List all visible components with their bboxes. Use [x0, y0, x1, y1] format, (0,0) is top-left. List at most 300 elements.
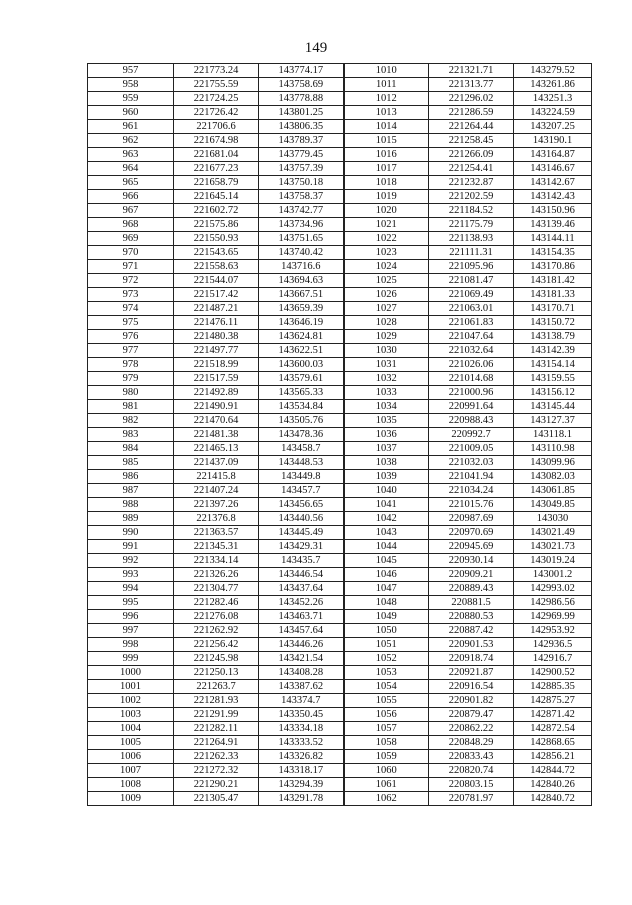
- table-row: [88, 470, 592, 484]
- table-cell: 143387.62: [259, 680, 344, 694]
- table-cell: 1006: [88, 750, 174, 764]
- table-cell: 984: [88, 442, 174, 456]
- table-row: [88, 64, 592, 78]
- table-cell: 143030: [514, 512, 592, 526]
- table-cell: 1005: [88, 736, 174, 750]
- table-cell: 143181.33: [514, 288, 592, 302]
- table-cell: 1019: [344, 190, 429, 204]
- table-cell: 143801.25: [259, 106, 344, 120]
- table-cell: 143021.73: [514, 540, 592, 554]
- table-cell: 974: [88, 302, 174, 316]
- table-cell: 966: [88, 190, 174, 204]
- table-row: [88, 764, 592, 778]
- table-cell: 143659.39: [259, 302, 344, 316]
- table-cell: 143021.49: [514, 526, 592, 540]
- table-cell: 143118.1: [514, 428, 592, 442]
- table-cell: 996: [88, 610, 174, 624]
- table-cell: 221184.52: [429, 204, 514, 218]
- table-cell: 142885.35: [514, 680, 592, 694]
- table-row: [88, 428, 592, 442]
- table-cell: 985: [88, 456, 174, 470]
- table-cell: 221061.83: [429, 316, 514, 330]
- table-cell: 967: [88, 204, 174, 218]
- table-cell: 221282.11: [174, 722, 259, 736]
- table-cell: 1028: [344, 316, 429, 330]
- table-cell: 221276.08: [174, 610, 259, 624]
- table-cell: 982: [88, 414, 174, 428]
- table-cell: 221095.96: [429, 260, 514, 274]
- table-cell: 221476.11: [174, 316, 259, 330]
- table-cell: 220833.43: [429, 750, 514, 764]
- table-cell: 221296.02: [429, 92, 514, 106]
- table-cell: 143408.28: [259, 666, 344, 680]
- table-cell: 1040: [344, 484, 429, 498]
- table-cell: 143164.87: [514, 148, 592, 162]
- table-row: [88, 526, 592, 540]
- table-cell: 143565.33: [259, 386, 344, 400]
- table-cell: 221313.77: [429, 78, 514, 92]
- table-cell: 221262.92: [174, 624, 259, 638]
- table-cell: 959: [88, 92, 174, 106]
- table-cell: 221232.87: [429, 176, 514, 190]
- table-row: [88, 442, 592, 456]
- table-cell: 991: [88, 540, 174, 554]
- table-cell: 143142.39: [514, 344, 592, 358]
- table-row: [88, 722, 592, 736]
- table-cell: 143435.7: [259, 554, 344, 568]
- table-row: [88, 120, 592, 134]
- table-cell: 1012: [344, 92, 429, 106]
- table-cell: 221345.31: [174, 540, 259, 554]
- table-cell: 143154.14: [514, 358, 592, 372]
- table-cell: 1023: [344, 246, 429, 260]
- table-cell: 221677.23: [174, 162, 259, 176]
- table-cell: 143099.96: [514, 456, 592, 470]
- table-cell: 143142.43: [514, 190, 592, 204]
- table-row: [88, 274, 592, 288]
- table-cell: 220992.7: [429, 428, 514, 442]
- table-cell: 220987.69: [429, 512, 514, 526]
- table-cell: 220901.53: [429, 638, 514, 652]
- table-cell: 221773.24: [174, 64, 259, 78]
- table-cell: 143156.12: [514, 386, 592, 400]
- table-cell: 221543.65: [174, 246, 259, 260]
- table-row: [88, 218, 592, 232]
- table-cell: 221014.68: [429, 372, 514, 386]
- table-cell: 143261.86: [514, 78, 592, 92]
- table-cell: 221245.98: [174, 652, 259, 666]
- table-cell: 143774.17: [259, 64, 344, 78]
- table-cell: 1038: [344, 456, 429, 470]
- table-row: [88, 414, 592, 428]
- table-cell: 143181.42: [514, 274, 592, 288]
- table-cell: 1000: [88, 666, 174, 680]
- table-cell: 1014: [344, 120, 429, 134]
- table-cell: 995: [88, 596, 174, 610]
- table-cell: 1042: [344, 512, 429, 526]
- table-cell: 143505.76: [259, 414, 344, 428]
- table-cell: 143667.51: [259, 288, 344, 302]
- table-cell: 220901.82: [429, 694, 514, 708]
- table-cell: 143159.55: [514, 372, 592, 386]
- table-cell: 143446.54: [259, 568, 344, 582]
- table-row: [88, 358, 592, 372]
- table-cell: 220848.29: [429, 736, 514, 750]
- table-cell: 143716.6: [259, 260, 344, 274]
- table-cell: 1033: [344, 386, 429, 400]
- table-cell: 221726.42: [174, 106, 259, 120]
- table-cell: 221032.03: [429, 456, 514, 470]
- table-cell: 220916.54: [429, 680, 514, 694]
- table-row: [88, 554, 592, 568]
- table-cell: 220862.22: [429, 722, 514, 736]
- table-cell: 143291.78: [259, 792, 344, 806]
- table-row: [88, 176, 592, 190]
- table-cell: 221415.8: [174, 470, 259, 484]
- table-row: [88, 134, 592, 148]
- table-cell: 221250.13: [174, 666, 259, 680]
- table-cell: 1037: [344, 442, 429, 456]
- table-cell: 143334.18: [259, 722, 344, 736]
- table-cell: 143437.64: [259, 582, 344, 596]
- table-cell: 142875.27: [514, 694, 592, 708]
- table-cell: 221000.96: [429, 386, 514, 400]
- table-row: [88, 568, 592, 582]
- table-cell: 221706.6: [174, 120, 259, 134]
- table-cell: 221490.91: [174, 400, 259, 414]
- table-cell: 221407.24: [174, 484, 259, 498]
- table-cell: 992: [88, 554, 174, 568]
- table-cell: 143750.18: [259, 176, 344, 190]
- table-cell: 220887.42: [429, 624, 514, 638]
- table-cell: 1056: [344, 708, 429, 722]
- table-row: [88, 778, 592, 792]
- table-cell: 143145.44: [514, 400, 592, 414]
- table-cell: 143061.85: [514, 484, 592, 498]
- table-cell: 142916.7: [514, 652, 592, 666]
- table-cell: 143806.35: [259, 120, 344, 134]
- table-cell: 221326.26: [174, 568, 259, 582]
- table-cell: 977: [88, 344, 174, 358]
- table-row: [88, 260, 592, 274]
- table-cell: 1015: [344, 134, 429, 148]
- table-cell: 221397.26: [174, 498, 259, 512]
- table-row: [88, 736, 592, 750]
- table-cell: 221081.47: [429, 274, 514, 288]
- table-cell: 221304.77: [174, 582, 259, 596]
- table-cell: 221681.04: [174, 148, 259, 162]
- table-cell: 220820.74: [429, 764, 514, 778]
- table-cell: 221256.42: [174, 638, 259, 652]
- table-cell: 221550.93: [174, 232, 259, 246]
- table-cell: 143758.69: [259, 78, 344, 92]
- table-cell: 221487.21: [174, 302, 259, 316]
- table-cell: 142840.72: [514, 792, 592, 806]
- table-row: [88, 106, 592, 120]
- table-row: [88, 596, 592, 610]
- table-cell: 221069.49: [429, 288, 514, 302]
- table-cell: 143251.3: [514, 92, 592, 106]
- table-cell: 1044: [344, 540, 429, 554]
- table-cell: 968: [88, 218, 174, 232]
- table-cell: 1026: [344, 288, 429, 302]
- table-cell: 1054: [344, 680, 429, 694]
- table-cell: 1036: [344, 428, 429, 442]
- table-cell: 221334.14: [174, 554, 259, 568]
- table-cell: 1001: [88, 680, 174, 694]
- table-cell: 143751.65: [259, 232, 344, 246]
- table-row: [88, 792, 592, 806]
- table-row: [88, 344, 592, 358]
- table-cell: 983: [88, 428, 174, 442]
- table-cell: 142868.65: [514, 736, 592, 750]
- table-row: [88, 750, 592, 764]
- table-cell: 1031: [344, 358, 429, 372]
- table-row: [88, 680, 592, 694]
- table-cell: 1051: [344, 638, 429, 652]
- table-row: [88, 694, 592, 708]
- table-cell: 142872.54: [514, 722, 592, 736]
- table-cell: 221437.09: [174, 456, 259, 470]
- table-cell: 143734.96: [259, 218, 344, 232]
- table-cell: 143207.25: [514, 120, 592, 134]
- table-cell: 143694.63: [259, 274, 344, 288]
- table-cell: 220988.43: [429, 414, 514, 428]
- table-cell: 970: [88, 246, 174, 260]
- table-cell: 143789.37: [259, 134, 344, 148]
- table-cell: 978: [88, 358, 174, 372]
- table-row: [88, 78, 592, 92]
- table-cell: 221465.13: [174, 442, 259, 456]
- table-cell: 1025: [344, 274, 429, 288]
- table-cell: 143154.35: [514, 246, 592, 260]
- table-cell: 143478.36: [259, 428, 344, 442]
- table-cell: 221254.41: [429, 162, 514, 176]
- table-cell: 221658.79: [174, 176, 259, 190]
- table-cell: 987: [88, 484, 174, 498]
- table-cell: 221262.33: [174, 750, 259, 764]
- table-cell: 143127.37: [514, 414, 592, 428]
- table-cell: 221544.07: [174, 274, 259, 288]
- table-cell: 221026.06: [429, 358, 514, 372]
- table-cell: 1041: [344, 498, 429, 512]
- table-cell: 1021: [344, 218, 429, 232]
- table-cell: 1022: [344, 232, 429, 246]
- table-cell: 999: [88, 652, 174, 666]
- table-cell: 221470.64: [174, 414, 259, 428]
- table-cell: 221724.25: [174, 92, 259, 106]
- table-row: [88, 512, 592, 526]
- table-cell: 143138.79: [514, 330, 592, 344]
- table-cell: 143758.37: [259, 190, 344, 204]
- table-cell: 143190.1: [514, 134, 592, 148]
- table-cell: 220889.43: [429, 582, 514, 596]
- table-cell: 972: [88, 274, 174, 288]
- table-cell: 143646.19: [259, 316, 344, 330]
- table-cell: 143446.26: [259, 638, 344, 652]
- table-cell: 1002: [88, 694, 174, 708]
- table-cell: 220880.53: [429, 610, 514, 624]
- table-cell: 220803.15: [429, 778, 514, 792]
- table-cell: 221264.44: [429, 120, 514, 134]
- table-cell: 143333.52: [259, 736, 344, 750]
- table-cell: 221480.38: [174, 330, 259, 344]
- table-cell: 143019.24: [514, 554, 592, 568]
- table-cell: 142953.92: [514, 624, 592, 638]
- table-cell: 1032: [344, 372, 429, 386]
- table-cell: 1030: [344, 344, 429, 358]
- table-row: [88, 190, 592, 204]
- table-cell: 142856.21: [514, 750, 592, 764]
- table-row: [88, 330, 592, 344]
- table-cell: 1061: [344, 778, 429, 792]
- table-cell: 143421.54: [259, 652, 344, 666]
- table-cell: 142840.26: [514, 778, 592, 792]
- table-cell: 143326.82: [259, 750, 344, 764]
- table-row: [88, 232, 592, 246]
- table-cell: 220918.74: [429, 652, 514, 666]
- table-cell: 143429.31: [259, 540, 344, 554]
- table-cell: 1008: [88, 778, 174, 792]
- table-cell: 221264.91: [174, 736, 259, 750]
- table-row: [88, 484, 592, 498]
- table-cell: 221263.7: [174, 680, 259, 694]
- table-cell: 143778.88: [259, 92, 344, 106]
- table-cell: 142993.02: [514, 582, 592, 596]
- table-row: [88, 582, 592, 596]
- table-cell: 1050: [344, 624, 429, 638]
- table-cell: 220781.97: [429, 792, 514, 806]
- table-cell: 957: [88, 64, 174, 78]
- table-cell: 221032.64: [429, 344, 514, 358]
- table-cell: 220881.5: [429, 596, 514, 610]
- table-cell: 989: [88, 512, 174, 526]
- table-cell: 221305.47: [174, 792, 259, 806]
- page-number: 149: [304, 40, 328, 56]
- table-cell: 221517.59: [174, 372, 259, 386]
- table-cell: 220879.47: [429, 708, 514, 722]
- table-cell: 1029: [344, 330, 429, 344]
- table-cell: 1045: [344, 554, 429, 568]
- table-cell: 221047.64: [429, 330, 514, 344]
- table-cell: 1048: [344, 596, 429, 610]
- table-cell: 221286.59: [429, 106, 514, 120]
- table-row: [88, 288, 592, 302]
- table-cell: 143458.7: [259, 442, 344, 456]
- table-cell: 143742.77: [259, 204, 344, 218]
- table-cell: 1047: [344, 582, 429, 596]
- table-cell: 142844.72: [514, 764, 592, 778]
- table-cell: 961: [88, 120, 174, 134]
- table-cell: 221272.32: [174, 764, 259, 778]
- table-cell: 142871.42: [514, 708, 592, 722]
- table-cell: 220921.87: [429, 666, 514, 680]
- table-cell: 221321.71: [429, 64, 514, 78]
- table-cell: 221376.8: [174, 512, 259, 526]
- table-cell: 960: [88, 106, 174, 120]
- table-cell: 1035: [344, 414, 429, 428]
- table-row: [88, 148, 592, 162]
- table-cell: 971: [88, 260, 174, 274]
- table-cell: 221015.76: [429, 498, 514, 512]
- table-cell: 143049.85: [514, 498, 592, 512]
- coordinates-table-body: [88, 64, 592, 806]
- table-cell: 221575.86: [174, 218, 259, 232]
- table-cell: 143146.67: [514, 162, 592, 176]
- table-cell: 1049: [344, 610, 429, 624]
- table-cell: 221175.79: [429, 218, 514, 232]
- table-cell: 143170.71: [514, 302, 592, 316]
- table-cell: 143445.49: [259, 526, 344, 540]
- table-cell: 221034.24: [429, 484, 514, 498]
- table-cell: 221009.05: [429, 442, 514, 456]
- table-cell: 220909.21: [429, 568, 514, 582]
- table-cell: 143224.59: [514, 106, 592, 120]
- table-cell: 143456.65: [259, 498, 344, 512]
- table-cell: 1024: [344, 260, 429, 274]
- table-cell: 1009: [88, 792, 174, 806]
- table-cell: 965: [88, 176, 174, 190]
- table-row: [88, 456, 592, 470]
- table-cell: 1062: [344, 792, 429, 806]
- table-cell: 1013: [344, 106, 429, 120]
- table-cell: 221558.63: [174, 260, 259, 274]
- table-cell: 1052: [344, 652, 429, 666]
- table-cell: 1007: [88, 764, 174, 778]
- table-cell: 1011: [344, 78, 429, 92]
- table-cell: 221041.94: [429, 470, 514, 484]
- table-cell: 1027: [344, 302, 429, 316]
- table-cell: 980: [88, 386, 174, 400]
- table-cell: 969: [88, 232, 174, 246]
- table-cell: 979: [88, 372, 174, 386]
- table-cell: 143318.17: [259, 764, 344, 778]
- table-cell: 220945.69: [429, 540, 514, 554]
- table-row: [88, 624, 592, 638]
- table-cell: 1060: [344, 764, 429, 778]
- table-cell: 143374.7: [259, 694, 344, 708]
- table-cell: 143440.56: [259, 512, 344, 526]
- table-cell: 221290.21: [174, 778, 259, 792]
- table-cell: 221363.57: [174, 526, 259, 540]
- table-cell: 221755.59: [174, 78, 259, 92]
- table-cell: 1034: [344, 400, 429, 414]
- table-cell: 221602.72: [174, 204, 259, 218]
- table-row: [88, 246, 592, 260]
- table-cell: 1059: [344, 750, 429, 764]
- table-row: [88, 302, 592, 316]
- table-row: [88, 540, 592, 554]
- table-cell: 1055: [344, 694, 429, 708]
- table-cell: 143139.46: [514, 218, 592, 232]
- table-cell: 143350.45: [259, 708, 344, 722]
- table-cell: 221281.93: [174, 694, 259, 708]
- table-cell: 143624.81: [259, 330, 344, 344]
- table-cell: 142900.52: [514, 666, 592, 680]
- table-cell: 1057: [344, 722, 429, 736]
- table-cell: 976: [88, 330, 174, 344]
- table-cell: 143600.03: [259, 358, 344, 372]
- table-cell: 143150.72: [514, 316, 592, 330]
- table-row: [88, 372, 592, 386]
- table-cell: 143757.39: [259, 162, 344, 176]
- table-cell: 220930.14: [429, 554, 514, 568]
- table-cell: 964: [88, 162, 174, 176]
- table-row: [88, 400, 592, 414]
- table-cell: 990: [88, 526, 174, 540]
- table-cell: 1058: [344, 736, 429, 750]
- table-cell: 988: [88, 498, 174, 512]
